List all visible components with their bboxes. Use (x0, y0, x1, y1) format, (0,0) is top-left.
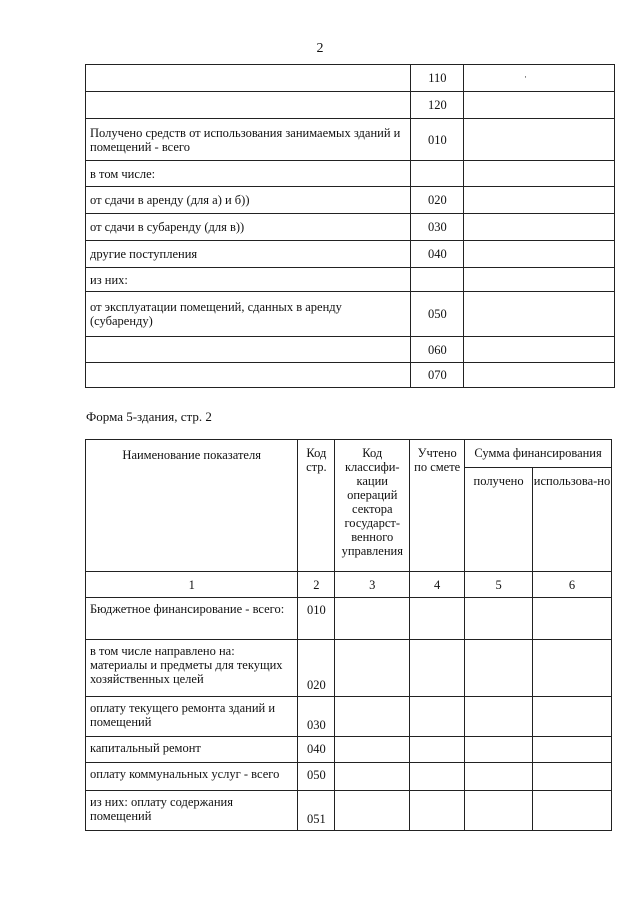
value-cell (533, 737, 612, 763)
row-name: Получено средств от использования занимаемых зданий и помещений - всего (86, 119, 411, 161)
table-row (86, 363, 615, 388)
column-number: 5 (465, 572, 533, 598)
value-cell (533, 598, 612, 640)
value-cell (464, 337, 615, 363)
row-code: 010 (411, 119, 464, 161)
row-code (411, 161, 464, 187)
row-code: 020 (298, 640, 335, 697)
value-cell (464, 161, 615, 187)
row-name: от сдачи в субаренду (для в)) (86, 214, 411, 241)
table-row (86, 292, 615, 337)
row-name (86, 363, 411, 388)
table-row (86, 119, 615, 161)
header-code: Код стр. (298, 440, 335, 572)
value-cell (465, 763, 533, 791)
row-code: 030 (298, 697, 335, 737)
column-number: 1 (86, 572, 298, 598)
value-cell (464, 292, 615, 337)
row-name: от эксплуатации помещений, сданных в аренду (субаренду) (86, 292, 411, 337)
value-cell (533, 640, 612, 697)
table-row (86, 791, 612, 831)
value-cell (533, 697, 612, 737)
row-code: 060 (411, 337, 464, 363)
value-cell (335, 640, 410, 697)
row-code: 050 (298, 763, 335, 791)
table-row (86, 640, 612, 697)
table-row (86, 697, 612, 737)
table-row (86, 214, 615, 241)
row-code: 010 (298, 598, 335, 640)
row-name: из них: оплату содержания помещений (86, 791, 298, 831)
column-number: 3 (335, 572, 410, 598)
value-cell (410, 640, 465, 697)
header-estimate: Учтено по смете (410, 440, 465, 572)
row-name: из них: (86, 268, 411, 292)
value-cell (335, 697, 410, 737)
row-name (86, 337, 411, 363)
row-name: оплату коммунальных услуг - всего (86, 763, 298, 791)
table-row (86, 187, 615, 214)
value-cell (464, 214, 615, 241)
header-received: получено (465, 468, 533, 572)
row-code: 110 (411, 65, 464, 92)
financing-table (85, 439, 612, 831)
value-cell (465, 640, 533, 697)
value-cell (464, 187, 615, 214)
header-financing: Сумма финансирования (465, 440, 612, 468)
row-code: 020 (411, 187, 464, 214)
row-name: в том числе: (86, 161, 411, 187)
row-name: оплату текущего ремонта зданий и помещений (86, 697, 298, 737)
row-name (86, 92, 411, 119)
row-code: 070 (411, 363, 464, 388)
value-cell (335, 598, 410, 640)
table-row (86, 241, 615, 268)
row-code: 051 (298, 791, 335, 831)
row-code (411, 268, 464, 292)
table-row (86, 65, 615, 92)
value-cell (410, 791, 465, 831)
value-cell (410, 598, 465, 640)
income-table (85, 64, 615, 388)
table-row (86, 763, 612, 791)
page-number: 2 (316, 41, 324, 56)
row-name: от сдачи в аренду (для а) и б)) (86, 187, 411, 214)
column-number-row (86, 572, 612, 598)
column-number: 2 (298, 572, 335, 598)
value-cell (464, 92, 615, 119)
value-cell (464, 241, 615, 268)
value-cell (465, 598, 533, 640)
table-row (86, 598, 612, 640)
scan-mark: · (524, 72, 527, 82)
column-number: 4 (410, 572, 465, 598)
row-code: 040 (411, 241, 464, 268)
table-row (86, 92, 615, 119)
form-caption: Форма 5-здания, стр. 2 (86, 409, 212, 424)
row-name: капитальный ремонт (86, 737, 298, 763)
row-code: 030 (411, 214, 464, 241)
value-cell (465, 791, 533, 831)
row-code: 120 (411, 92, 464, 119)
value-cell (533, 791, 612, 831)
table-row (86, 737, 612, 763)
header-name: Наименование показателя (86, 440, 298, 572)
header-classification: Код классифи-кации операций сектора государст-венного управления (335, 440, 410, 572)
value-cell (335, 791, 410, 831)
value-cell (410, 737, 465, 763)
header-row (86, 440, 612, 468)
value-cell (410, 697, 465, 737)
value-cell (410, 763, 465, 791)
value-cell (533, 763, 612, 791)
value-cell (335, 763, 410, 791)
table-row (86, 268, 615, 292)
table-row (86, 161, 615, 187)
row-name (86, 65, 411, 92)
row-code: 040 (298, 737, 335, 763)
value-cell (335, 737, 410, 763)
value-cell (464, 119, 615, 161)
value-cell (464, 363, 615, 388)
row-code: 050 (411, 292, 464, 337)
table-row (86, 337, 615, 363)
row-name: Бюджетное финансирование - всего: (86, 598, 298, 640)
row-name: в том числе направлено на: материалы и предметы для текущих хозяйственных целей (86, 640, 298, 697)
value-cell (465, 737, 533, 763)
header-used: использова-но (533, 468, 612, 572)
column-number: 6 (533, 572, 612, 598)
row-name: другие поступления (86, 241, 411, 268)
value-cell (464, 268, 615, 292)
value-cell (465, 697, 533, 737)
value-cell (464, 65, 615, 92)
